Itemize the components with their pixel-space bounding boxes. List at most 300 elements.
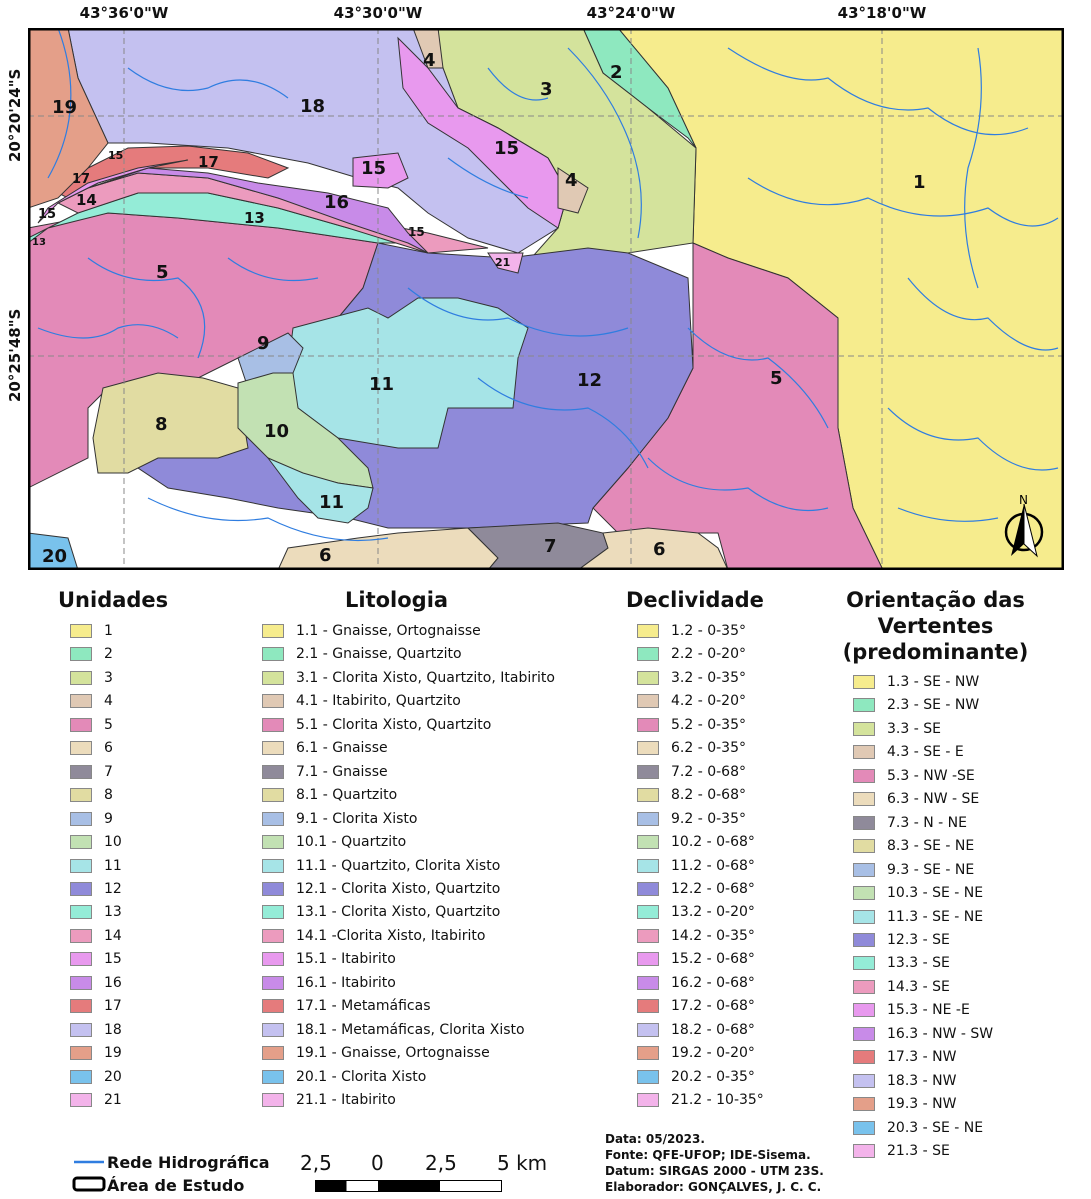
legend-swatch: [262, 694, 284, 708]
legend-label: 8.2 - 0-68°: [671, 786, 746, 803]
map-label-15-blob: 15: [361, 158, 387, 179]
legend-label: 14.1 -Clorita Xisto, Itabirito: [296, 927, 486, 944]
legend-swatch: [70, 647, 92, 661]
legend-label: 8.3 - SE - NE: [887, 837, 975, 854]
legend-swatch: [637, 741, 659, 755]
legend-litologia-item: [262, 739, 388, 756]
legend-label: 4.1 - Itabirito, Quartzito: [296, 692, 461, 709]
map-label-10: 10: [264, 421, 290, 442]
legend-swatch: [70, 694, 92, 708]
map-credits: [605, 1131, 824, 1195]
legend-label: 1.3 - SE - NW: [887, 673, 980, 690]
legend-orientacao-item: [853, 1142, 950, 1159]
legend-swatch: [637, 694, 659, 708]
study-area-icon: [74, 1178, 104, 1190]
legend-label: 13.3 - SE: [887, 954, 950, 971]
legend-unidades-item: [70, 622, 113, 639]
legend-label: 6.3 - NW - SE: [887, 790, 980, 807]
map-label-13-edge: 13: [32, 237, 46, 248]
legend-label: 7.3 - N - NE: [887, 814, 967, 831]
map-label-7: 7: [544, 536, 557, 557]
legend-swatch: [853, 745, 875, 759]
legend-swatch: [70, 624, 92, 638]
legend-symbols: [72, 1156, 106, 1192]
legend-swatch: [70, 1046, 92, 1060]
map-label-15-south: 15: [408, 225, 425, 239]
credit-datum: Datum: SIRGAS 2000 - UTM 23S.: [605, 1164, 824, 1178]
legend-orientacao-item: [853, 1001, 970, 1018]
legend-swatch: [262, 905, 284, 919]
legend-label: 21.1 - Itabirito: [296, 1091, 396, 1108]
map-label-15-strip: 15: [108, 149, 124, 162]
legend-litologia-item: [262, 1068, 426, 1085]
legend-label: 4: [104, 692, 113, 709]
longitude-label-4: 43°18'0"W: [837, 4, 927, 22]
legend-label: 20.1 - Clorita Xisto: [296, 1068, 427, 1085]
legend-label: 15.3 - NE -E: [887, 1001, 970, 1018]
legend-declividade-item: [637, 1068, 755, 1085]
legend-label: 15.1 - Itabirito: [296, 950, 396, 967]
legend-litologia-item: [262, 692, 461, 709]
legend-unidades-item: [70, 857, 122, 874]
legend-orientacao-item: [853, 814, 967, 831]
legend-orientacao-item: [853, 1025, 993, 1042]
legend-swatch: [262, 788, 284, 802]
legend-unidades-item: [70, 974, 122, 991]
legend-litologia-item: [262, 786, 397, 803]
legend-swatch: [262, 812, 284, 826]
map-label-8: 8: [155, 414, 168, 435]
legend-label: 12.2 - 0-68°: [671, 880, 755, 897]
legend-declividade-item: [637, 1044, 755, 1061]
legend-label: 12.3 - SE: [887, 931, 950, 948]
legend-swatch: [70, 788, 92, 802]
legend-declividade-item: [637, 950, 755, 967]
legend-label: 2.3 - SE - NW: [887, 696, 980, 713]
legend-swatch: [853, 863, 875, 877]
legend-swatch: [70, 905, 92, 919]
legend-label: 3.3 - SE: [887, 720, 941, 737]
legend-swatch: [637, 1070, 659, 1084]
legend-orientacao-item: [853, 767, 975, 784]
legend-swatch: [70, 741, 92, 755]
legend-declividade-item: [637, 763, 746, 780]
legend-swatch: [637, 929, 659, 943]
legend-orientacao-item: [853, 978, 950, 995]
legend-swatch: [70, 999, 92, 1013]
legend-litologia-item: [262, 1091, 396, 1108]
legend-swatch: [262, 952, 284, 966]
legend-swatch: [853, 816, 875, 830]
legend-swatch: [262, 999, 284, 1013]
legend-litologia-item: [262, 1044, 490, 1061]
legend-swatch: [70, 671, 92, 685]
scale-label-3: 2,5: [425, 1151, 457, 1175]
legend-label: 5: [104, 716, 113, 733]
legend-orientacao-item: [853, 743, 964, 760]
legend-label: 14.3 - SE: [887, 978, 950, 995]
legend-label: 18.1 - Metamáficas, Clorita Xisto: [296, 1021, 525, 1038]
legend-swatch: [637, 882, 659, 896]
map-label-13-main: 13: [244, 209, 265, 227]
legend-declividade-item: [637, 810, 746, 827]
legend-declividade-item: [637, 669, 746, 686]
legend-litologia-title: Litologia: [345, 588, 449, 612]
legend-swatch: [637, 647, 659, 661]
legend-label: 11.1 - Quartzito, Clorita Xisto: [296, 857, 501, 874]
legend-label: 17: [104, 997, 122, 1014]
legend-swatch: [853, 722, 875, 736]
legend-swatch: [637, 952, 659, 966]
legend-litologia: [345, 587, 448, 613]
legend-swatch: [853, 956, 875, 970]
credit-data: Data: 05/2023.: [605, 1132, 705, 1146]
legend-label: 11.3 - SE - NE: [887, 908, 984, 925]
legend-label: 9.1 - Clorita Xisto: [296, 810, 418, 827]
legend-unidades-item: [70, 880, 122, 897]
legend-label: 15: [104, 950, 122, 967]
legend-declividade-item: [637, 974, 755, 991]
legend-label: 3.2 - 0-35°: [671, 669, 746, 686]
legend-swatch: [853, 886, 875, 900]
map-label-1: 1: [913, 172, 926, 193]
map-label-2: 2: [610, 62, 623, 83]
legend-label: 7.2 - 0-68°: [671, 763, 746, 780]
legend-label: 1.1 - Gnaisse, Ortognaisse: [296, 622, 481, 639]
legend-orientacao-item: [853, 1048, 956, 1065]
legend-swatch: [637, 671, 659, 685]
legend-label: 6.1 - Gnaisse: [296, 739, 388, 756]
legend-unidades-item: [70, 716, 113, 733]
legend-label: 18: [104, 1021, 122, 1038]
legend-swatch: [262, 1046, 284, 1060]
legend-declividade: [626, 587, 764, 613]
legend-litologia-item: [262, 880, 500, 897]
map-label-3: 3: [540, 79, 553, 100]
legend-swatch: [70, 835, 92, 849]
legend-label: 7: [104, 763, 113, 780]
legend-label: 16.1 - Itabirito: [296, 974, 396, 991]
legend-litologia-item: [262, 927, 485, 944]
legend-label: 5.2 - 0-35°: [671, 716, 746, 733]
map-label-11-south: 11: [319, 492, 345, 513]
legend-label: 3: [104, 669, 113, 686]
legend-swatch: [853, 1144, 875, 1158]
legend-label: 13.2 - 0-20°: [671, 903, 755, 920]
legend-declividade-item: [637, 622, 746, 639]
legend-swatch: [262, 976, 284, 990]
legend-label: 8: [104, 786, 113, 803]
legend-declividade-title: Declividade: [626, 588, 764, 612]
legend-declividade-item: [637, 997, 755, 1014]
legend-unidades-item: [70, 786, 113, 803]
legend-label: 21: [104, 1091, 122, 1108]
legend-swatch: [637, 905, 659, 919]
legend-swatch: [262, 1023, 284, 1037]
legend-unidades-item: [70, 810, 113, 827]
map-label-15-west: 15: [38, 207, 57, 222]
legend-unidades-item: [70, 645, 113, 662]
legend-declividade-item: [637, 1091, 764, 1108]
legend-label: 8.1 - Quartzito: [296, 786, 398, 803]
legend-area-estudo: Área de Estudo: [107, 1176, 245, 1195]
legend-label: 10.3 - SE - NE: [887, 884, 984, 901]
legend-swatch: [70, 882, 92, 896]
legend-swatch: [70, 1093, 92, 1107]
legend-declividade-item: [637, 903, 755, 920]
legend-declividade-item: [637, 833, 755, 850]
legend-label: 15.2 - 0-68°: [671, 950, 755, 967]
legend-label: 10.1 - Quartzito: [296, 833, 407, 850]
map-label-15-east: 15: [494, 138, 520, 159]
legend-swatch: [853, 1121, 875, 1135]
legend-swatch: [637, 788, 659, 802]
legend-orientacao-title-3: (predominante): [842, 640, 1029, 664]
legend-swatch: [262, 835, 284, 849]
legend-orientacao-item: [853, 696, 979, 713]
legend-swatch: [262, 882, 284, 896]
legend-orientacao-item: [853, 720, 941, 737]
legend-label: 18.2 - 0-68°: [671, 1021, 755, 1038]
legend-swatch: [70, 976, 92, 990]
legend-litologia-item: [262, 950, 396, 967]
scale-label-2: 0: [371, 1151, 384, 1175]
legend-swatch: [262, 859, 284, 873]
legend-label: 10: [104, 833, 122, 850]
map-label-5-east: 5: [770, 368, 783, 389]
map-label-4-east: 4: [565, 170, 578, 191]
legend-swatch: [262, 765, 284, 779]
map-label-21: 21: [495, 256, 511, 269]
legend-orientacao-title-1: Orientação das: [846, 588, 1025, 612]
map-label-12: 12: [577, 370, 603, 391]
legend-litologia-item: [262, 903, 500, 920]
latitude-label-1: 20°20'24"S: [6, 68, 24, 162]
legend-label: 17.2 - 0-68°: [671, 997, 755, 1014]
legend-label: 16.2 - 0-68°: [671, 974, 755, 991]
legend-swatch: [853, 839, 875, 853]
legend-label: 1: [104, 622, 113, 639]
legend-litologia-item: [262, 974, 396, 991]
legend-swatch: [853, 1003, 875, 1017]
legend-orientacao-item: [853, 1072, 956, 1089]
legend-unidades-item: [70, 1021, 122, 1038]
legend-label: 20: [104, 1068, 122, 1085]
legend-swatch: [262, 671, 284, 685]
legend-label: 6.2 - 0-35°: [671, 739, 746, 756]
legend-declividade-item: [637, 645, 746, 662]
legend-label: 17.3 - NW: [887, 1048, 957, 1065]
legend-orientacao-item: [853, 673, 979, 690]
legend-declividade-item: [637, 692, 746, 709]
legend-swatch: [262, 647, 284, 661]
legend-litologia-item: [262, 669, 555, 686]
legend-declividade-item: [637, 927, 755, 944]
legend-swatch: [853, 698, 875, 712]
north-label: N: [1019, 493, 1028, 507]
legend-litologia-item: [262, 857, 500, 874]
legend-label: 17.1 - Metamáficas: [296, 997, 431, 1014]
legend-declividade-item: [637, 739, 746, 756]
map-label-6-east: 6: [653, 539, 666, 560]
legend-label: 10.2 - 0-68°: [671, 833, 755, 850]
legend-orientacao-item: [853, 908, 983, 925]
legend-swatch: [637, 1046, 659, 1060]
legend-label: 19.1 - Gnaisse, Ortognaisse: [296, 1044, 490, 1061]
legend-label: 4.3 - SE - E: [887, 743, 964, 760]
legend-label: 19.2 - 0-20°: [671, 1044, 755, 1061]
legend-unidades-item: [70, 692, 113, 709]
legend-orientacao-item: [853, 1119, 983, 1136]
legend-label: 13: [104, 903, 122, 920]
legend-litologia-item: [262, 997, 431, 1014]
legend-swatch: [853, 980, 875, 994]
legend-litologia-item: [262, 810, 417, 827]
legend-swatch: [853, 1097, 875, 1111]
legend-declividade-item: [637, 786, 746, 803]
legend-label: 21.2 - 10-35°: [671, 1091, 764, 1108]
map-label-19: 19: [52, 97, 78, 118]
legend-label: 19.3 - NW: [887, 1095, 957, 1112]
scale-label-4: 5 km: [497, 1151, 548, 1175]
legend-litologia-item: [262, 645, 462, 662]
legend-swatch: [637, 999, 659, 1013]
legend-swatch: [637, 976, 659, 990]
legend-swatch: [853, 769, 875, 783]
map-label-14: 14: [76, 191, 97, 209]
map-label-6-west: 6: [319, 545, 332, 566]
map-label-17-main: 17: [198, 153, 219, 171]
legend-swatch: [70, 812, 92, 826]
map-label-5-west: 5: [156, 262, 169, 283]
map-label-16: 16: [324, 192, 350, 213]
legend-orientacao-item: [853, 931, 950, 948]
legend-label: 2: [104, 645, 113, 662]
legend-declividade-item: [637, 880, 755, 897]
legend-label: 9.3 - SE - NE: [887, 861, 975, 878]
legend-swatch: [70, 1070, 92, 1084]
map-label-11-main: 11: [369, 374, 395, 395]
legend-swatch: [853, 1027, 875, 1041]
legend-unidades-item: [70, 1091, 122, 1108]
legend-swatch: [262, 718, 284, 732]
legend-orientacao-item: [853, 837, 974, 854]
legend-label: 13.1 - Clorita Xisto, Quartzito: [296, 903, 501, 920]
legend-label: 20.2 - 0-35°: [671, 1068, 755, 1085]
legend-swatch: [637, 859, 659, 873]
legend-swatch: [70, 718, 92, 732]
legend-label: 14: [104, 927, 122, 944]
legend-label: 2.1 - Gnaisse, Quartzito: [296, 645, 462, 662]
map-label-9: 9: [257, 333, 270, 354]
legend-label: 1.2 - 0-35°: [671, 622, 746, 639]
scale-label-1: 2,5: [300, 1151, 332, 1175]
map-label-20: 20: [42, 546, 68, 567]
legend-litologia-item: [262, 1021, 525, 1038]
credit-fonte: Fonte: QFE-UFOP; IDE-Sisema.: [605, 1148, 811, 1162]
legend-declividade-item: [637, 1021, 755, 1038]
legend-swatch: [262, 1093, 284, 1107]
legend-swatch: [637, 835, 659, 849]
legend-swatch: [70, 859, 92, 873]
legend-unidades-title: Unidades: [58, 588, 169, 612]
legend-swatch: [853, 1050, 875, 1064]
legend-swatch: [853, 910, 875, 924]
study-area-map: [28, 28, 1064, 570]
legend-swatch: [853, 1074, 875, 1088]
legend-unidades-item: [70, 903, 122, 920]
legend-label: 16.3 - NW - SW: [887, 1025, 994, 1042]
scale-bar: [315, 1180, 505, 1194]
map-label-18: 18: [300, 96, 326, 117]
map-label-17-west: 17: [72, 172, 91, 187]
legend-unidades-item: [70, 1068, 122, 1085]
legend-orientacao-title-2: Vertentes: [877, 614, 994, 638]
legend-label: 16: [104, 974, 122, 991]
legend-orientacao-item: [853, 954, 950, 971]
legend-unidades: [58, 587, 168, 613]
legend-label: 14.2 - 0-35°: [671, 927, 755, 944]
legend-swatch: [70, 929, 92, 943]
legend-swatch: [637, 1023, 659, 1037]
legend-swatch: [637, 765, 659, 779]
legend-unidades-item: [70, 950, 122, 967]
legend-label: 11.2 - 0-68°: [671, 857, 755, 874]
legend-orientacao-item: [853, 884, 983, 901]
legend-litologia-item: [262, 833, 406, 850]
legend-rede-hidrografica: Rede Hidrográfica: [107, 1153, 270, 1172]
legend-orientacao-item: [853, 1095, 956, 1112]
legend-litologia-item: [262, 622, 481, 639]
legend-unidades-item: [70, 669, 113, 686]
legend-label: 7.1 - Gnaisse: [296, 763, 388, 780]
legend-orientacao-item: [853, 790, 979, 807]
legend-label: 18.3 - NW: [887, 1072, 957, 1089]
credit-elaborador: Elaborador: GONÇALVES, J. C. C.: [605, 1180, 822, 1194]
legend-swatch: [853, 792, 875, 806]
legend-swatch: [70, 1023, 92, 1037]
longitude-label-2: 43°30'0"W: [333, 4, 423, 22]
legend-label: 5.3 - NW -SE: [887, 767, 975, 784]
legend-label: 9: [104, 810, 113, 827]
legend-unidades-item: [70, 739, 113, 756]
legend-orientacao: [833, 587, 1038, 665]
legend-label: 21.3 - SE: [887, 1142, 950, 1159]
legend-swatch: [637, 624, 659, 638]
legend-litologia-item: [262, 763, 388, 780]
legend-litologia-item: [262, 716, 491, 733]
legend-unidades-item: [70, 997, 122, 1014]
legend-unidades-item: [70, 1044, 122, 1061]
legend-swatch: [637, 718, 659, 732]
legend-swatch: [262, 929, 284, 943]
legend-swatch: [637, 1093, 659, 1107]
legend-swatch: [637, 812, 659, 826]
legend-unidades-item: [70, 763, 113, 780]
legend-swatch: [70, 765, 92, 779]
legend-label: 19: [104, 1044, 122, 1061]
legend-unidades-item: [70, 833, 122, 850]
legend-label: 6: [104, 739, 113, 756]
legend-label: 12: [104, 880, 122, 897]
legend-label: 4.2 - 0-20°: [671, 692, 746, 709]
legend-declividade-item: [637, 716, 746, 733]
legend-swatch: [262, 741, 284, 755]
legend-label: 20.3 - SE - NE: [887, 1119, 984, 1136]
longitude-label-1: 43°36'0"W: [79, 4, 169, 22]
legend-swatch: [70, 952, 92, 966]
legend-label: 9.2 - 0-35°: [671, 810, 746, 827]
